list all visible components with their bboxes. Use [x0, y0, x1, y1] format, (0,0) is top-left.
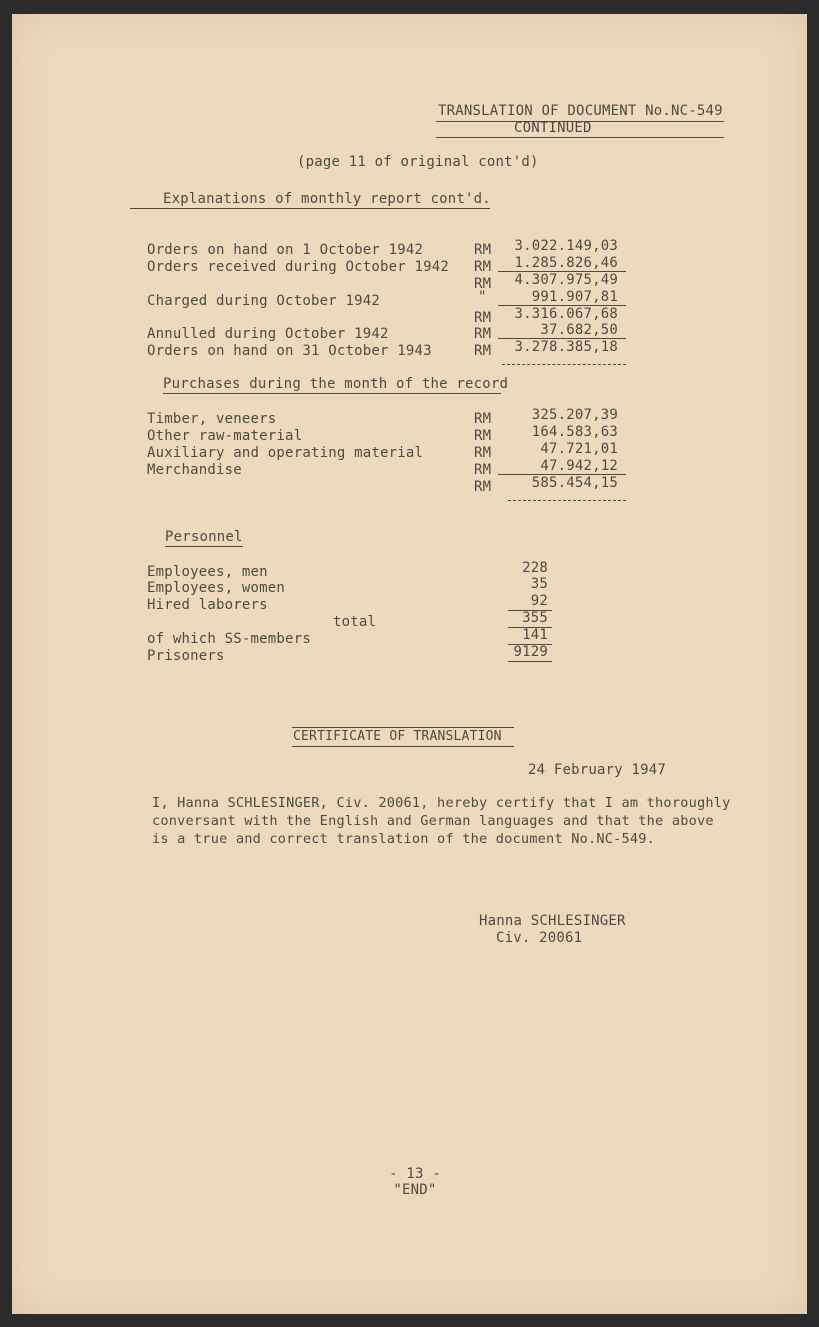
purchases-row-value: 47.942,12	[540, 458, 618, 474]
purchases-row-value: 325.207,39	[531, 407, 618, 423]
personnel-total-label: total	[333, 614, 377, 630]
certificate-body-line: is a true and correct translation of the document No.NC-549.	[152, 831, 656, 847]
personnel-row-value: 141	[522, 627, 548, 643]
explanations-row-unit: RM	[474, 276, 492, 292]
page-note: (page 11 of original cont'd)	[297, 154, 539, 170]
explanations-row-unit: RM	[474, 259, 492, 275]
explanations-row-value: 4.307.975,49	[514, 272, 618, 288]
purchases-row-unit: RM	[474, 479, 492, 495]
header-continued: CONTINUED	[514, 120, 592, 136]
personnel-row-value: 35	[530, 576, 548, 592]
purchases-row-unit: RM	[474, 428, 492, 444]
purchases-row-unit: RM	[474, 445, 492, 461]
certificate-heading: CERTIFICATE OF TRANSLATION	[293, 729, 502, 744]
certificate-date: 24 February 1947	[528, 762, 667, 778]
purchases-row-label: Other raw-material	[147, 428, 303, 444]
purchases-row-label: Merchandise	[147, 462, 242, 478]
end-mark: "END"	[393, 1182, 437, 1198]
explanations-row-value: 3.022.149,03	[514, 238, 618, 254]
purchases-row-value: 47.721,01	[540, 441, 618, 457]
certificate-body-line: conversant with the English and German languages and that the above	[152, 813, 714, 829]
explanations-row-value: 3.278.385,18	[514, 339, 618, 355]
personnel-row-value: 355	[522, 610, 548, 626]
purchases-row-label: Timber, veneers	[147, 411, 277, 427]
explanations-row-label: Annulled during October 1942	[147, 326, 389, 342]
explanations-row-label: Orders on hand on 31 October 1943	[147, 343, 432, 359]
purchases-row-unit: RM	[474, 411, 492, 427]
personnel-row-value: 228	[522, 560, 548, 576]
explanations-row-label: Orders on hand on 1 October 1942	[147, 242, 424, 258]
explanations-heading: Explanations of monthly report cont'd.	[163, 191, 491, 207]
header-title: TRANSLATION OF DOCUMENT No.NC-549	[438, 103, 723, 119]
purchases-row-value: 585.454,15	[531, 475, 618, 491]
signature-id: Civ. 20061	[496, 930, 583, 946]
signature-name: Hanna SCHLESINGER	[479, 913, 626, 929]
explanations-row-unit: RM	[474, 310, 492, 326]
purchases-heading: Purchases during the month of the record	[163, 376, 509, 392]
personnel-row-value: 9129	[513, 644, 548, 660]
explanations-row-value: 37.682,50	[540, 322, 618, 338]
personnel-row-label: Prisoners	[147, 648, 225, 664]
certificate-body-line: I, Hanna SCHLESINGER, Civ. 20061, hereby certify that I am thoroughly	[152, 795, 731, 811]
explanations-row-unit: RM	[474, 242, 492, 258]
purchases-row-label: Auxiliary and operating material	[147, 445, 424, 461]
page-number: - 13 -	[389, 1166, 441, 1182]
purchases-row-value: 164.583,63	[531, 424, 618, 440]
explanations-row-value: 1.285.826,46	[514, 255, 618, 271]
personnel-row-label: Employees, women	[147, 580, 286, 596]
purchases-row-unit: RM	[474, 462, 492, 478]
explanations-row-unit: RM	[474, 326, 492, 342]
personnel-row-label: of which SS-members	[147, 631, 311, 647]
explanations-row-unit: RM	[474, 343, 492, 359]
personnel-heading: Personnel	[165, 529, 243, 545]
explanations-row-value: 3.316.067,68	[514, 306, 618, 322]
explanations-row-label: Charged during October 1942	[147, 293, 380, 309]
personnel-row-label: Hired laborers	[147, 597, 268, 613]
document-page	[12, 14, 807, 1314]
explanations-row-label: Orders received during October 1942	[147, 259, 450, 275]
personnel-row-value: 92	[530, 593, 548, 609]
explanations-row-value: 991.907,81	[531, 289, 618, 305]
personnel-row-label: Employees, men	[147, 564, 268, 580]
explanations-row-unit: "	[478, 289, 487, 305]
